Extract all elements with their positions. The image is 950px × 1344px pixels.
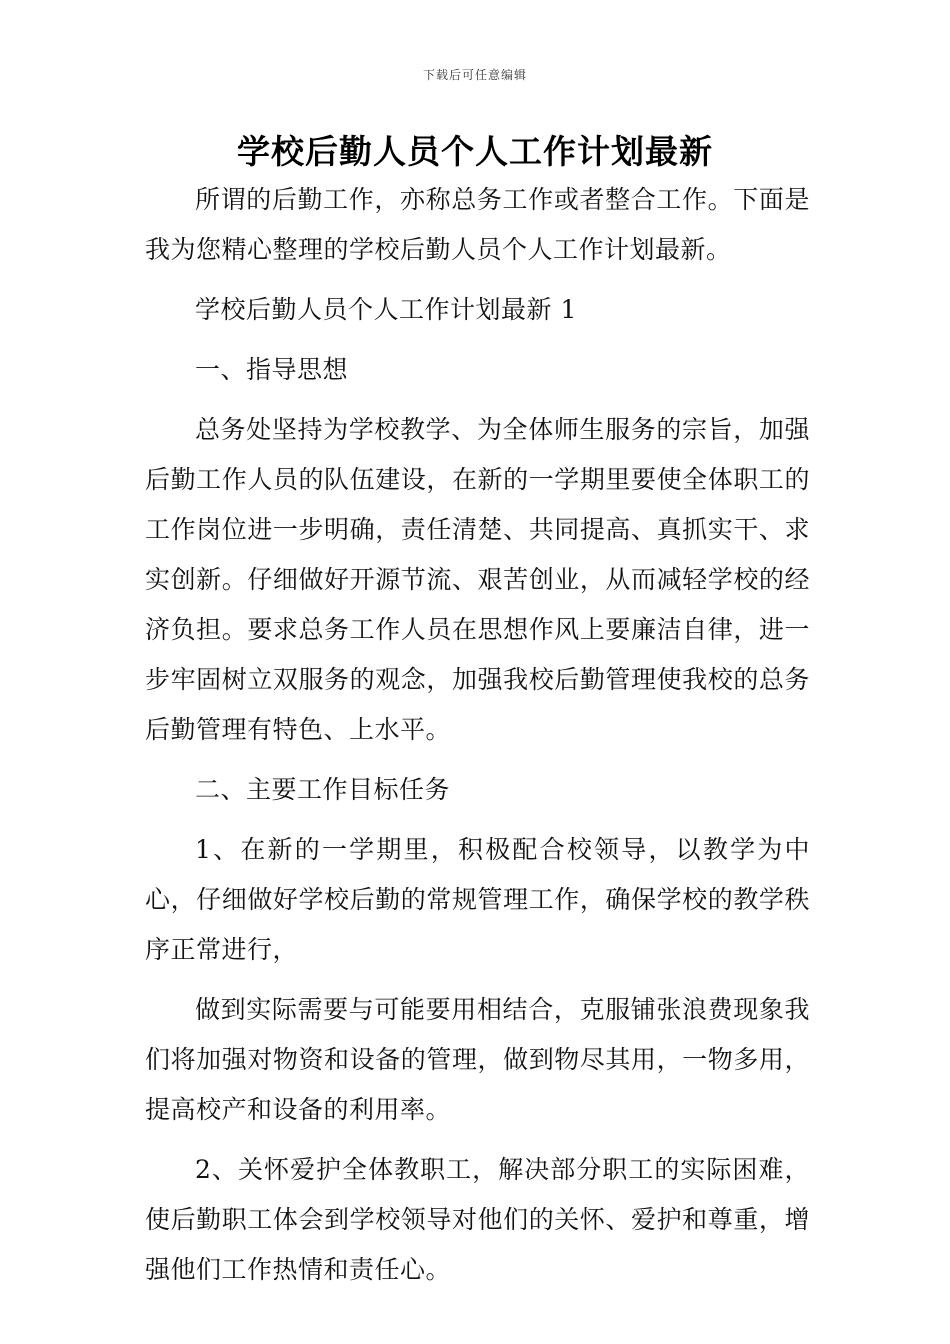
document-title: 学校后勤人员个人工作计划最新 — [237, 132, 713, 171]
heading-main-tasks: 二、主要工作目标任务 — [195, 775, 451, 804]
document-body — [145, 175, 810, 1295]
task-1-paragraph: 1、在新的一学期里，积极配合校领导，以教学为中心，仔细做好学校后勤的常规管理工作，确保学校的教学秩序正常进行， — [145, 835, 810, 964]
page-header-note: 下载后可任意编辑 — [422, 68, 527, 82]
heading-guiding-thought: 一、指导思想 — [195, 355, 349, 384]
section-subtitle: 学校后勤人员个人工作计划最新 1 — [195, 295, 577, 324]
guiding-thought-paragraph: 总务处坚持为学校教学、为全体师生服务的宗旨，加强后勤工作人员的队伍建设，在新的一学期里要使全体职工的工作岗位进一步明确，责任清楚、共同提高、真抓实干、求实创新。仔细做好开源节流、艰苦创业，从而减轻学校的经济负担。要求总务工作人员在思想作风上要廉洁自律，进一步牢固树立双服务的观念，加强我校后勤管理使我校的总务后勤管理有特色、上水平。 — [145, 415, 810, 744]
task-2-paragraph: 2、关怀爱护全体教职工，解决部分职工的实际困难，使后勤职工体会到学校领导对他们的关怀、爱护和尊重，增强他们工作热情和责任心。 — [145, 1155, 810, 1284]
intro-paragraph: 所谓的后勤工作，亦称总务工作或者整合工作。下面是我为您精心整理的学校后勤人员个人工作计划最新。 — [145, 185, 810, 264]
task-1-continued-paragraph: 做到实际需要与可能要用相结合，克服铺张浪费现象我们将加强对物资和设备的管理，做到物尽其用，一物多用，提高校产和设备的利用率。 — [145, 995, 810, 1124]
